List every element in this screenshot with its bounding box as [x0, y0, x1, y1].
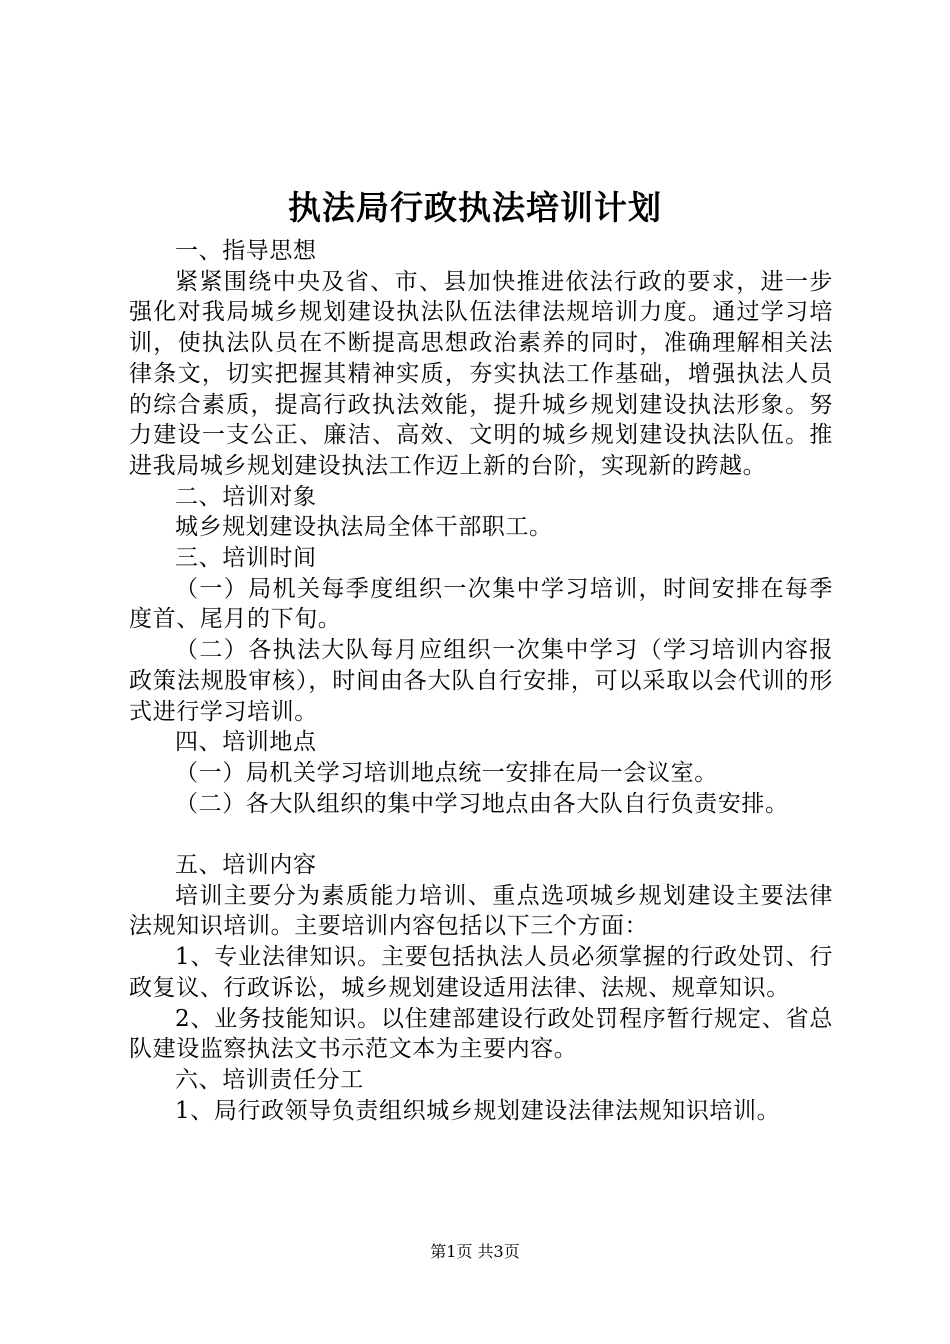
paragraph-responsibility-1: 1、局行政领导负责组织城乡规划建设法律法规知识培训。	[175, 1097, 781, 1124]
document-body	[129, 236, 833, 1126]
section-heading-training-targets: 二、培训对象	[175, 483, 317, 510]
page-number-footer: 第1页 共3页	[430, 1242, 520, 1261]
paragraph-training-content-1: 1、专业法律知识。主要包括执法人员必须掌握的行政处罚、行政复议、行政诉讼，城乡规划建设适用法律、法规、规章知识。	[129, 944, 833, 1001]
paragraph-training-targets: 城乡规划建设执法局全体干部职工。	[175, 514, 553, 541]
section-heading-guiding-ideology: 一、指导思想	[175, 238, 317, 264]
paragraph-training-content-2: 2、业务技能知识。以住建部建设行政处罚程序暂行规定、省总队建设监察执法文书示范文本为主要内容。	[129, 1005, 833, 1063]
paragraph-training-time-1: （一）局机关每季度组织一次集中学习培训，时间安排在每季度首、尾月的下旬。	[129, 575, 833, 633]
paragraph-training-location-2: （二）各大队组织的集中学习地点由各大队自行负责安排。	[175, 790, 789, 817]
document-title: 执法局行政执法培训计划	[288, 188, 662, 227]
section-heading-responsibility: 六、培训责任分工	[175, 1066, 364, 1093]
section-heading-training-location: 四、培训地点	[175, 729, 317, 756]
blank-line	[129, 819, 833, 850]
section-heading-training-content: 五、培训内容	[175, 852, 317, 879]
paragraph-guiding-ideology: 紧紧围绕中央及省、市、县加快推进依法行政的要求，进一步强化对我局城乡规划建设执法队伍法律法规培训力度。通过学习培训，使执法队员在不断提高思想政治素养的同时，准确理解相关法律条文，切实把握其精神实质，夯实执法工作基础，增强执法人员的综合素质，提高行政执法效能，提升城乡规划建设执法形象。努力建设一支公正、廉洁、高效、文明的城乡规划建设执法队伍。推进我局城乡规划建设执法工作迈上新的台阶，实现新的跨越。	[129, 268, 833, 479]
paragraph-training-content-intro: 培训主要分为素质能力培训、重点选项城乡规划建设主要法律法规知识培训。主要培训内容包括以下三个方面：	[129, 882, 833, 940]
paragraph-training-location-1: （一）局机关学习培训地点统一安排在局一会议室。	[175, 759, 718, 786]
paragraph-training-time-2: （二）各执法大队每月应组织一次集中学习（学习培训内容报政策法规股审核），时间由各大队自行安排，可以采取以会代训的形式进行学习培训。	[129, 637, 833, 725]
section-heading-training-time: 三、培训时间	[175, 545, 317, 572]
